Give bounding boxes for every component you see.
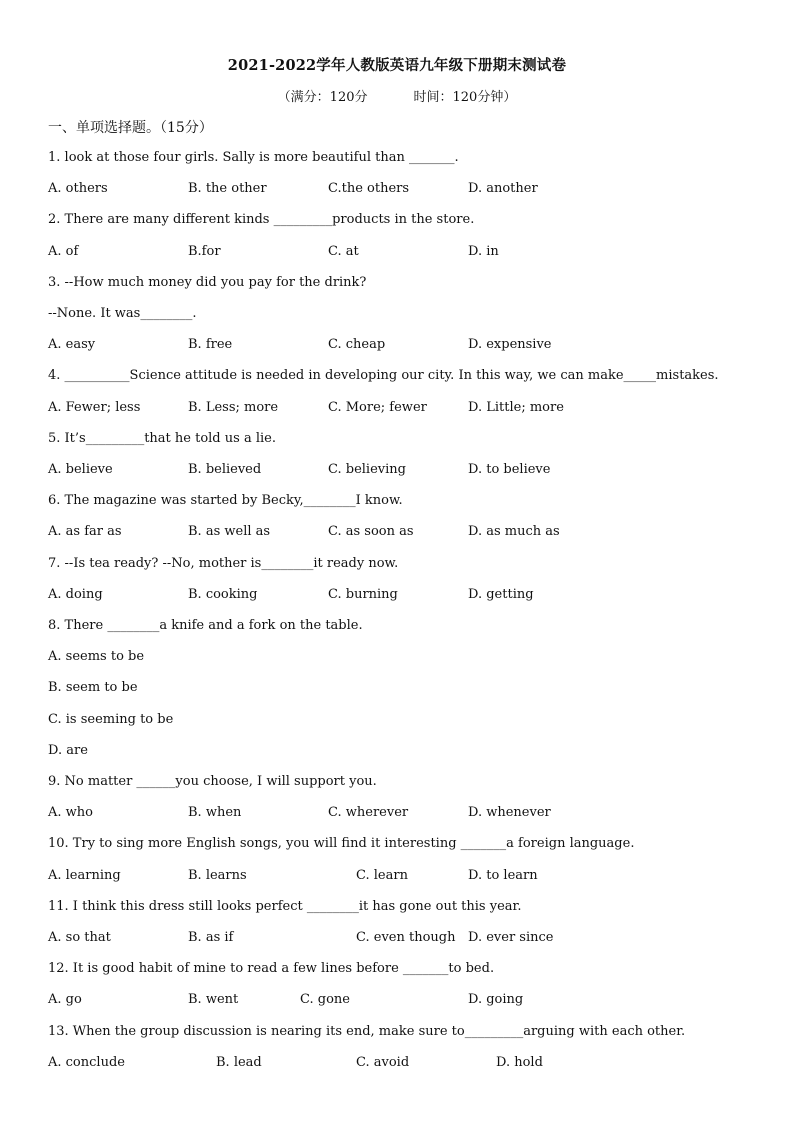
q11-option-d: D. ever since <box>468 930 554 945</box>
q11-option-c: C. even though <box>356 930 456 945</box>
q1-option-b: B. the other <box>188 181 267 196</box>
q13-option-c: C. avoid <box>356 1055 410 1070</box>
q1-option-c: C.the others <box>328 181 410 196</box>
q9-option-c: C. wherever <box>328 805 409 820</box>
q1-option-a: A. others <box>48 181 108 196</box>
q11-option-b: B. as if <box>188 930 234 945</box>
q12-option-c: C. gone <box>300 992 350 1007</box>
q5-option-d: D. to believe <box>468 462 551 477</box>
q8-option-b: B. seem to be <box>48 680 138 695</box>
q10-option-d: D. to learn <box>468 868 538 883</box>
q7-option-b: B. cooking <box>188 587 258 602</box>
question-5: 5. It’s_________that he told us a lie. <box>48 431 276 446</box>
page-title: 2021-2022学年人教版英语九年级下册期末测试卷 <box>227 57 567 74</box>
q5-option-c: C. believing <box>328 462 406 477</box>
time-limit: 时间：120分钟） <box>413 90 517 105</box>
question-13: 13. When the group discussion is nearing its end, make sure to_________arguing with each other. <box>48 1024 686 1039</box>
q8-option-d: D. are <box>48 743 88 758</box>
q7-option-d: D. getting <box>468 587 534 602</box>
q4-option-c: C. More; fewer <box>328 400 427 415</box>
q10-option-c: C. learn <box>356 868 408 883</box>
q7-option-c: C. burning <box>328 587 398 602</box>
q2-option-b: B.for <box>188 244 221 259</box>
q2-option-d: D. in <box>468 244 499 259</box>
full-score: （满分：120分 <box>277 90 368 105</box>
question-11: 11. I think this dress still looks perfect ________it has gone out this year. <box>48 899 522 914</box>
question-9: 9. No matter ______you choose, I will support you. <box>48 774 377 789</box>
question-6: 6. The magazine was started by Becky,________I know. <box>48 493 403 508</box>
question-1: 1. look at those four girls. Sally is more beautiful than _______. <box>48 150 459 165</box>
section-heading: 一、单项选择题。（15分） <box>48 120 213 136</box>
q4-option-b: B. Less; more <box>188 400 279 415</box>
q9-option-a: A. who <box>48 805 93 820</box>
question-2: 2. There are many different kinds _________products in the store. <box>48 212 475 227</box>
q2-option-c: C. at <box>328 244 359 259</box>
q3-option-b: B. free <box>188 337 233 352</box>
question-4: 4. __________Science attitude is needed in developing our city. In this way, we can make_____mistakes. <box>48 368 719 383</box>
q6-option-c: C. as soon as <box>328 524 414 539</box>
q8-option-c: C. is seeming to be <box>48 712 174 727</box>
question-3-reply: --None. It was________. <box>48 306 197 321</box>
q9-option-b: B. when <box>188 805 242 820</box>
q12-option-b: B. went <box>188 992 239 1007</box>
exam-info <box>0 86 794 105</box>
question-7: 7. --Is tea ready? --No, mother is________it ready now. <box>48 556 399 571</box>
q8-option-a: A. seems to be <box>48 649 145 664</box>
q13-option-a: A. conclude <box>48 1055 125 1070</box>
q10-option-a: A. learning <box>48 868 121 883</box>
question-10: 10. Try to sing more English songs, you will find it interesting _______a foreign language. <box>48 836 635 851</box>
q12-option-a: A. go <box>48 992 82 1007</box>
q13-option-b: B. lead <box>216 1055 262 1070</box>
q3-option-c: C. cheap <box>328 337 386 352</box>
q4-option-a: A. Fewer; less <box>48 400 141 415</box>
q13-option-d: D. hold <box>496 1055 543 1070</box>
q5-option-a: A. believe <box>48 462 113 477</box>
q7-option-a: A. doing <box>48 587 103 602</box>
q9-option-d: D. whenever <box>468 805 551 820</box>
q12-option-d: D. going <box>468 992 524 1007</box>
q4-option-d: D. Little; more <box>468 400 564 415</box>
q11-option-a: A. so that <box>48 930 111 945</box>
q3-option-a: A. easy <box>48 337 96 352</box>
question-12: 12. It is good habit of mine to read a few lines before _______to bed. <box>48 961 495 976</box>
q1-option-d: D. another <box>468 181 538 196</box>
q6-option-b: B. as well as <box>188 524 271 539</box>
q5-option-b: B. believed <box>188 462 262 477</box>
question-3: 3. --How much money did you pay for the drink? <box>48 275 367 290</box>
question-8: 8. There ________a knife and a fork on the table. <box>48 618 363 633</box>
q3-option-d: D. expensive <box>468 337 552 352</box>
q10-option-b: B. learns <box>188 868 247 883</box>
q6-option-a: A. as far as <box>48 524 122 539</box>
q6-option-d: D. as much as <box>468 524 560 539</box>
q2-option-a: A. of <box>48 244 79 259</box>
